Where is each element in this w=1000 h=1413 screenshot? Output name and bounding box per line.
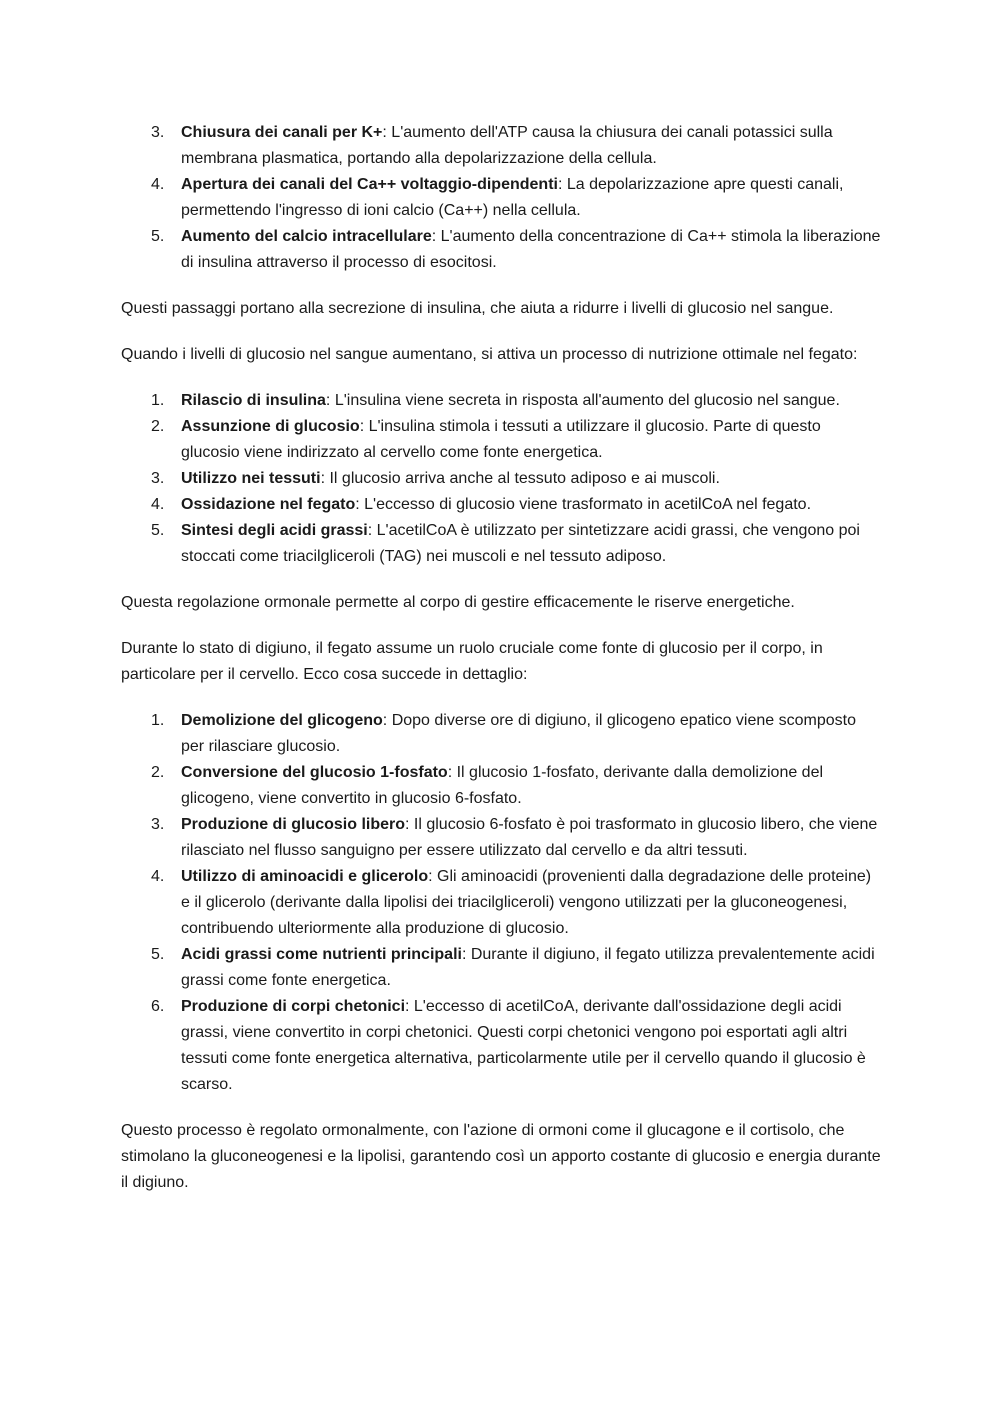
- list-item-number: 1.: [151, 392, 165, 409]
- list-item-number: 1.: [151, 712, 165, 729]
- list-item-description: : Dopo diverse ore di digiuno, il glicogeno epatico viene scomposto per rilasciare glucosio.: [181, 712, 856, 755]
- list-item-description: : Gli aminoacidi (provenienti dalla degradazione delle proteine) e il glicerolo (derivante dalla lipolisi dei triacilgliceroli) vengono utilizzati per la gluconeogenesi, contribuendo ulteriormente alla produzione di glucosio.: [181, 868, 872, 937]
- list-item-number: 4.: [151, 496, 165, 513]
- list-item-term: Apertura dei canali del Ca++ voltaggio-dipendenti: [181, 176, 558, 193]
- list-item: [121, 994, 881, 1098]
- paragraph-fasting-intro: Durante lo stato di digiuno, il fegato assume un ruolo cruciale come fonte di glucosio per il corpo, in particolare per il cervello. Ecco cosa succede in dettaglio:: [121, 640, 823, 683]
- list-item: [121, 414, 881, 466]
- paragraph-fed-state-intro: Quando i livelli di glucosio nel sangue aumentano, si attiva un processo di nutrizione ottimale nel fegato:: [121, 346, 858, 363]
- list-item-description: : L'eccesso di acetilCoA, derivante dall'ossidazione degli acidi grassi, viene convertito in corpi chetonici. Questi corpi chetonici vengono poi esportati agli altri tessuti come fonte energetica alternativa, particolarmente utile per il cervello quando il glucosio è scarso.: [181, 998, 866, 1093]
- paragraph-insulin-secretion-summary: Questi passaggi portano alla secrezione di insulina, che aiuta a ridurre i livelli di glucosio nel sangue.: [121, 300, 834, 317]
- list-item-description: : L'eccesso di glucosio viene trasformato in acetilCoA nel fegato.: [355, 496, 812, 513]
- list-item: [121, 492, 881, 518]
- list-item-number: 5.: [151, 228, 165, 245]
- list-item-description: : Il glucosio 1-fosfato, derivante dalla demolizione del glicogeno, viene convertito in glucosio 6-fosfato.: [181, 764, 824, 807]
- list-item-number: 5.: [151, 522, 165, 539]
- numbered-list-fasting-state: [121, 708, 881, 1098]
- list-item-term: Produzione di glucosio libero: [181, 816, 406, 833]
- list-item-number: 6.: [151, 998, 165, 1015]
- list-item: [121, 518, 881, 570]
- paragraph-hormonal-regulation: Questa regolazione ormonale permette al corpo di gestire efficacemente le riserve energetiche.: [121, 594, 795, 611]
- list-item-description: : Il glucosio 6-fosfato è poi trasformato in glucosio libero, che viene rilasciato nel flusso sanguigno per essere utilizzato dal cervello e da altri tessuti.: [181, 816, 878, 859]
- list-item-number: 3.: [151, 816, 165, 833]
- list-item-description: : Il glucosio arriva anche al tessuto adiposo e ai muscoli.: [320, 470, 720, 487]
- numbered-list-fed-state: [121, 388, 881, 570]
- list-item-term: Produzione di corpi chetonici: [181, 998, 406, 1015]
- list-item-term: Rilascio di insulina: [181, 392, 326, 409]
- list-item-description: : L'acetilCoA è utilizzato per sintetizzare acidi grassi, che vengono poi stoccati come triacilgliceroli (TAG) nei muscoli e nel tessuto adiposo.: [181, 522, 860, 565]
- list-item-number: 2.: [151, 418, 165, 435]
- list-item-number: 3.: [151, 470, 165, 487]
- list-item-term: Utilizzo nei tessuti: [181, 470, 321, 487]
- list-item-term: Utilizzo di aminoacidi e glicerolo: [181, 868, 429, 885]
- list-item: [121, 224, 881, 276]
- list-item-description: : La depolarizzazione apre questi canali, permettendo l'ingresso di ioni calcio (Ca++) nella cellula.: [181, 176, 844, 219]
- list-item-number: 5.: [151, 946, 165, 963]
- list-item-term: Acidi grassi come nutrienti principali: [181, 946, 462, 963]
- list-item-number: 4.: [151, 176, 165, 193]
- list-item-term: Demolizione del glicogeno: [181, 712, 383, 729]
- list-item: [121, 708, 881, 760]
- list-item-term: Conversione del glucosio 1-fosfato: [181, 764, 448, 781]
- numbered-list-insulin-secretion: [121, 120, 881, 276]
- list-item: [121, 388, 881, 414]
- document-body: [121, 120, 881, 1216]
- list-item: [121, 864, 881, 942]
- list-item-term: Aumento del calcio intracellulare: [181, 228, 432, 245]
- list-item-term: Chiusura dei canali per K+: [181, 124, 383, 141]
- list-item-term: Ossidazione nel fegato: [181, 496, 356, 513]
- list-item-number: 3.: [151, 124, 165, 141]
- list-item: [121, 942, 881, 994]
- list-item-description: : L'insulina viene secreta in risposta all'aumento del glucosio nel sangue.: [325, 392, 840, 409]
- list-item-term: Assunzione di glucosio: [181, 418, 360, 435]
- list-item: [121, 466, 881, 492]
- list-item: [121, 120, 881, 172]
- paragraph-fasting-summary: Questo processo è regolato ormonalmente, con l'azione di ormoni come il glucagone e il cortisolo, che stimolano la gluconeogenesi e la lipolisi, garantendo così un apporto costante di glucosio e energia durante il digiuno.: [121, 1122, 881, 1191]
- list-item-number: 2.: [151, 764, 165, 781]
- list-item-description: : L'aumento dell'ATP causa la chiusura dei canali potassici sulla membrana plasmatica, portando alla depolarizzazione della cellula.: [181, 124, 833, 167]
- list-item-description: : Durante il digiuno, il fegato utilizza prevalentemente acidi grassi come fonte energetica.: [181, 946, 875, 989]
- list-item: [121, 812, 881, 864]
- list-item: [121, 760, 881, 812]
- list-item-description: : L'aumento della concentrazione di Ca++ stimola la liberazione di insulina attraverso il processo di esocitosi.: [181, 228, 881, 271]
- list-item-number: 4.: [151, 868, 165, 885]
- list-item-term: Sintesi degli acidi grassi: [181, 522, 368, 539]
- list-item-description: : L'insulina stimola i tessuti a utilizzare il glucosio. Parte di questo glucosio viene indirizzato al cervello come fonte energetica.: [181, 418, 821, 461]
- list-item: [121, 172, 881, 224]
